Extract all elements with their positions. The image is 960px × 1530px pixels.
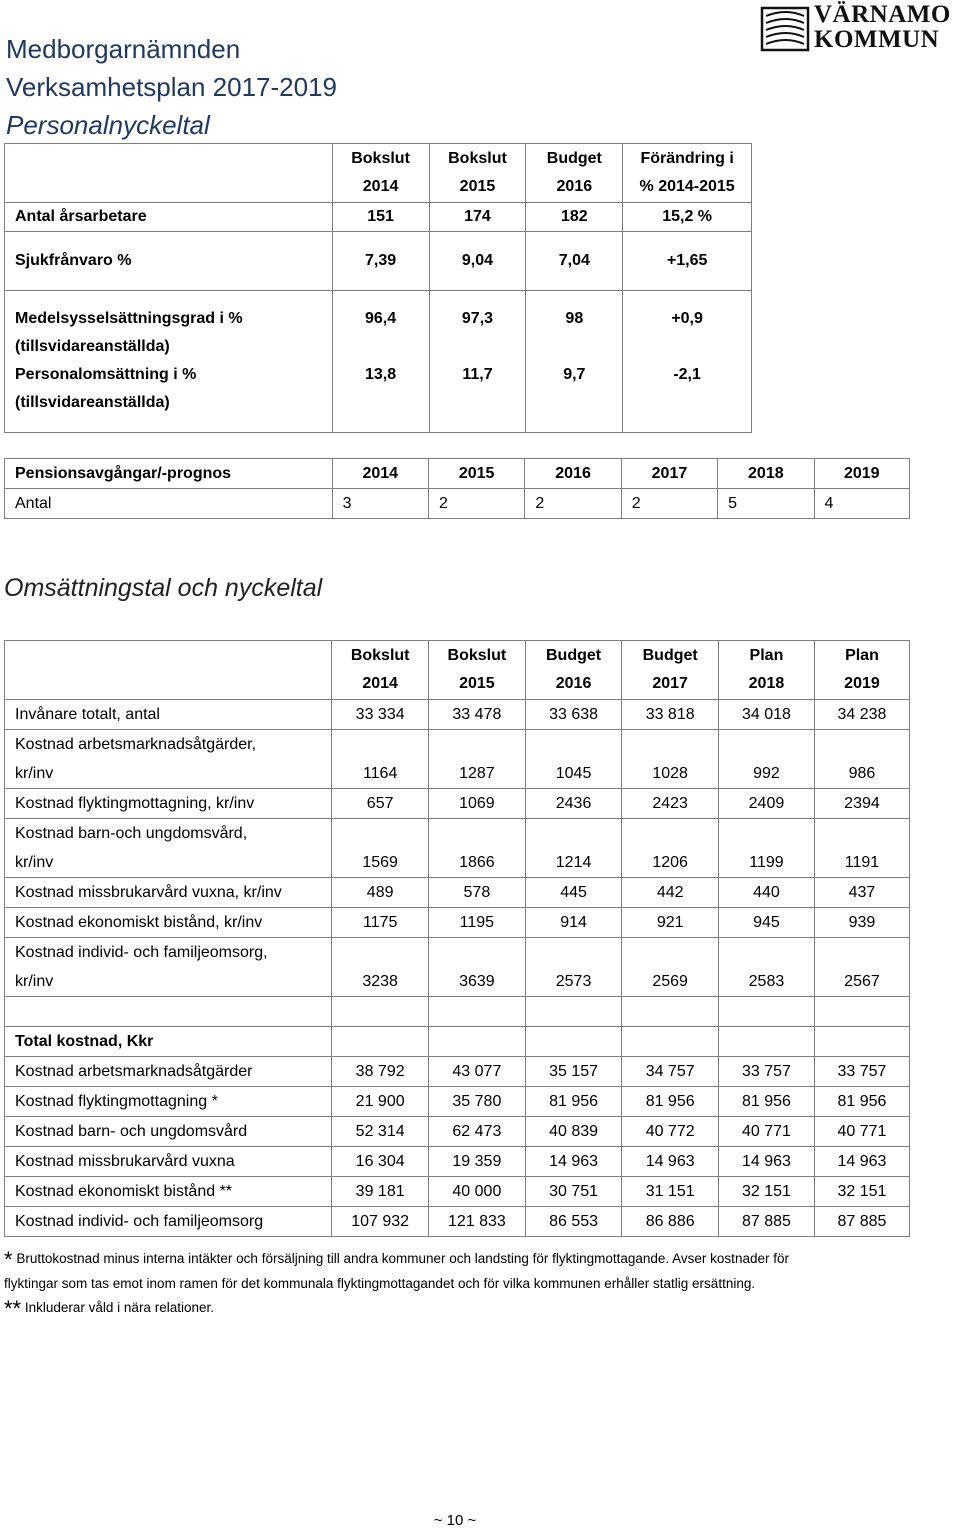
- table-cell: 14 963: [718, 1147, 814, 1177]
- row-label: Kostnad barn- och ungdomsvård: [5, 1117, 332, 1147]
- table-cell: 437: [814, 878, 909, 908]
- personnel-table: [4, 143, 752, 433]
- row-label: Kostnad missbrukarvård vuxna: [5, 1147, 332, 1177]
- row-label: Kostnad ekonomiskt bistånd, kr/inv: [5, 908, 332, 938]
- table-cell: 35 157: [525, 1057, 622, 1087]
- table-cell: 21 900: [332, 1087, 429, 1117]
- table-cell: 914: [525, 908, 622, 938]
- table-cell: 32 151: [718, 1177, 814, 1207]
- table-cell: 1028: [622, 730, 719, 789]
- row-label: Kostnad individ- och familjeomsorg: [5, 1207, 332, 1237]
- column-header: Plan 2019: [814, 641, 909, 700]
- table-cell: 87 885: [814, 1207, 909, 1237]
- footnote-1-continued: flyktingar som tas emot inom ramen för det kommunala flyktingmottagandet och för vilka kommunen erhåller statlig ersättning.: [4, 1276, 756, 1291]
- table-cell: 4: [814, 489, 909, 519]
- table-cell: 81 956: [718, 1087, 814, 1117]
- table-cell: 1045: [525, 730, 622, 789]
- table-cell: 34 238: [814, 700, 909, 730]
- row-label: Antal årsarbetare: [5, 203, 333, 232]
- table-cell: 445: [525, 878, 622, 908]
- table-cell: 40 771: [718, 1117, 814, 1147]
- table-row: [5, 232, 752, 291]
- varnamo-kommun-logo: [760, 2, 956, 56]
- table-cell: 40 771: [814, 1117, 909, 1147]
- table-cell: 489: [332, 878, 429, 908]
- table-row: [5, 730, 910, 789]
- table-row: [5, 203, 752, 232]
- page-number: ~ 10 ~: [433, 1512, 477, 1529]
- table-cell: 1287: [429, 730, 526, 789]
- column-header: 2017: [621, 459, 717, 489]
- column-header: 2018: [718, 459, 814, 489]
- row-label: Medelsysselsättningsgrad i % (tillsvidareanställda) Personalomsättning i % (tillsvidareanställda): [5, 291, 333, 433]
- column-header: 2019: [814, 459, 909, 489]
- column-header: Budget 2017: [622, 641, 719, 700]
- table-cell: 121 833: [429, 1207, 526, 1237]
- key-figures-table: [4, 640, 910, 1237]
- table-cell: 1191: [814, 819, 909, 878]
- table-cell: 1866: [429, 819, 526, 878]
- pension-table: [4, 458, 910, 519]
- table-row: [5, 1177, 910, 1207]
- table-row: [5, 291, 752, 433]
- table-header-row: [5, 459, 910, 489]
- table-cell: 96,4 13,8: [332, 291, 429, 433]
- footnote-1: * Bruttokostnad minus interna intäkter och försäljning till andra kommuner och landsting för flyktingmottagande. Avser kostnader för: [4, 1247, 789, 1272]
- table-cell: 7,04: [526, 232, 623, 291]
- table-cell: 31 151: [622, 1177, 719, 1207]
- column-header: Plan 2018: [718, 641, 814, 700]
- row-label: Pensionsavgångar/-prognos: [5, 459, 333, 489]
- table-cell: 174: [429, 203, 526, 232]
- table-cell: 86 886: [622, 1207, 719, 1237]
- section-title: Personalnyckeltal: [6, 110, 210, 140]
- table-cell: 2567: [814, 938, 909, 997]
- footnote-2: ** Inkluderar våld i nära relationer.: [4, 1296, 214, 1321]
- table-cell: 97,3 11,7: [429, 291, 526, 433]
- table-cell: 578: [429, 878, 526, 908]
- table-row: [5, 789, 910, 819]
- varnamo-kommun-logo-icon: [760, 6, 812, 52]
- total-cost-body: [5, 1027, 910, 1237]
- column-header: Bokslut 2014: [332, 641, 429, 700]
- table-cell: 657: [332, 789, 429, 819]
- row-label: Sjukfrånvaro %: [5, 232, 333, 291]
- row-label: Kostnad barn-och ungdomsvård, kr/inv: [5, 819, 332, 878]
- row-label: Antal: [5, 489, 333, 519]
- table-cell: 87 885: [718, 1207, 814, 1237]
- table-cell: 43 077: [429, 1057, 526, 1087]
- section-heading: Omsättningstal och nyckeltal: [4, 574, 323, 602]
- table-cell: 81 956: [814, 1087, 909, 1117]
- table-cell: 14 963: [814, 1147, 909, 1177]
- table-row: [5, 1207, 910, 1237]
- row-label: Kostnad ekonomiskt bistånd **: [5, 1177, 332, 1207]
- table-cell: 3639: [429, 938, 526, 997]
- plan-title: Verksamhetsplan 2017-2019: [6, 72, 338, 102]
- column-header: Bokslut 2015: [429, 641, 526, 700]
- column-header: Budget 2016: [526, 144, 623, 203]
- table-cell: 16 304: [332, 1147, 429, 1177]
- table-cell: 14 963: [622, 1147, 719, 1177]
- table-cell: 107 932: [332, 1207, 429, 1237]
- table-cell: 33 478: [429, 700, 526, 730]
- logo-line-2: KOMMUN: [814, 26, 940, 53]
- column-header: Bokslut 2015: [429, 144, 526, 203]
- table-cell: 2: [525, 489, 621, 519]
- table-cell: 40 000: [429, 1177, 526, 1207]
- table-cell: 15,2 %: [623, 203, 752, 232]
- table-cell: 921: [622, 908, 719, 938]
- table-cell: 34 757: [622, 1057, 719, 1087]
- column-header: 2014: [332, 459, 428, 489]
- table-row: [5, 878, 910, 908]
- table-cell: 40 839: [525, 1117, 622, 1147]
- table-cell: 2: [428, 489, 524, 519]
- table-cell: 19 359: [429, 1147, 526, 1177]
- table-row: [5, 1147, 910, 1177]
- table-cell: 945: [718, 908, 814, 938]
- table-row: [5, 938, 910, 997]
- row-label: Invånare totalt, antal: [5, 700, 332, 730]
- table-cell: 3238: [332, 938, 429, 997]
- table-cell: 35 780: [429, 1087, 526, 1117]
- total-heading: Total kostnad, Kkr: [5, 1027, 332, 1057]
- table-cell: 1069: [429, 789, 526, 819]
- table-cell: 86 553: [525, 1207, 622, 1237]
- table-cell: 33 818: [622, 700, 719, 730]
- row-label: Kostnad missbrukarvård vuxna, kr/inv: [5, 878, 332, 908]
- table-cell: 33 334: [332, 700, 429, 730]
- table-cell: 1206: [622, 819, 719, 878]
- table-cell: 1214: [525, 819, 622, 878]
- table-cell: 3: [332, 489, 428, 519]
- table-cell: 98 9,7: [526, 291, 623, 433]
- blank-row: [5, 997, 910, 1027]
- table-cell: 39 181: [332, 1177, 429, 1207]
- table-cell: 1195: [429, 908, 526, 938]
- table-header-row: [5, 641, 910, 700]
- row-label: Kostnad arbetsmarknadsåtgärder: [5, 1057, 332, 1087]
- table-cell: 2583: [718, 938, 814, 997]
- table-row: [5, 819, 910, 878]
- table-cell: 1199: [718, 819, 814, 878]
- row-label: Kostnad flyktingmottagning, kr/inv: [5, 789, 332, 819]
- table-cell: 2423: [622, 789, 719, 819]
- table-cell: 1569: [332, 819, 429, 878]
- table-cell: 2409: [718, 789, 814, 819]
- department-title: Medborgarnämnden: [6, 34, 241, 64]
- table-cell: 81 956: [525, 1087, 622, 1117]
- table-cell: 1175: [332, 908, 429, 938]
- footnote-marker: *: [4, 1247, 13, 1272]
- table-row: [5, 908, 910, 938]
- table-cell: 151: [332, 203, 429, 232]
- table-cell: 62 473: [429, 1117, 526, 1147]
- table-cell: 7,39: [332, 232, 429, 291]
- table-cell: 992: [718, 730, 814, 789]
- row-label: Kostnad flyktingmottagning *: [5, 1087, 332, 1117]
- column-header: Bokslut 2014: [332, 144, 429, 203]
- table-cell: 2436: [525, 789, 622, 819]
- table-cell: 5: [718, 489, 814, 519]
- table-cell: 939: [814, 908, 909, 938]
- footnotes: [4, 1245, 954, 1322]
- table-cell: +0,9 -2,1: [623, 291, 752, 433]
- table-cell: 33 638: [525, 700, 622, 730]
- table-cell: 52 314: [332, 1117, 429, 1147]
- table-row: [5, 489, 910, 519]
- logo-line-1: VÄRNAMO: [814, 1, 951, 28]
- table-cell: 30 751: [525, 1177, 622, 1207]
- column-header: 2015: [428, 459, 524, 489]
- table-row: [5, 1087, 910, 1117]
- table-row: [5, 700, 910, 730]
- table-cell: +1,65: [623, 232, 752, 291]
- table-cell: 9,04: [429, 232, 526, 291]
- table-header-row: [5, 144, 752, 203]
- footnote-marker: **: [4, 1296, 22, 1321]
- table-row: [5, 1117, 910, 1147]
- table-cell: 2: [621, 489, 717, 519]
- table-cell: 2573: [525, 938, 622, 997]
- table-cell: 33 757: [718, 1057, 814, 1087]
- table-cell: 440: [718, 878, 814, 908]
- table-cell: 40 772: [622, 1117, 719, 1147]
- total-heading-row: [5, 1027, 910, 1057]
- table-cell: 1164: [332, 730, 429, 789]
- table-cell: 32 151: [814, 1177, 909, 1207]
- table-cell: 2394: [814, 789, 909, 819]
- table-cell: 38 792: [332, 1057, 429, 1087]
- table-cell: 182: [526, 203, 623, 232]
- table-row: [5, 1057, 910, 1087]
- column-header: Budget 2016: [525, 641, 622, 700]
- table-cell: 442: [622, 878, 719, 908]
- table-cell: 81 956: [622, 1087, 719, 1117]
- table-cell: 34 018: [718, 700, 814, 730]
- row-label: Kostnad individ- och familjeomsorg, kr/inv: [5, 938, 332, 997]
- column-header: Förändring i % 2014-2015: [623, 144, 752, 203]
- table-cell: 14 963: [525, 1147, 622, 1177]
- table-cell: 2569: [622, 938, 719, 997]
- row-label: Kostnad arbetsmarknadsåtgärder, kr/inv: [5, 730, 332, 789]
- column-header: 2016: [525, 459, 621, 489]
- key-figures-body: [5, 700, 910, 1027]
- table-cell: 33 757: [814, 1057, 909, 1087]
- table-cell: 986: [814, 730, 909, 789]
